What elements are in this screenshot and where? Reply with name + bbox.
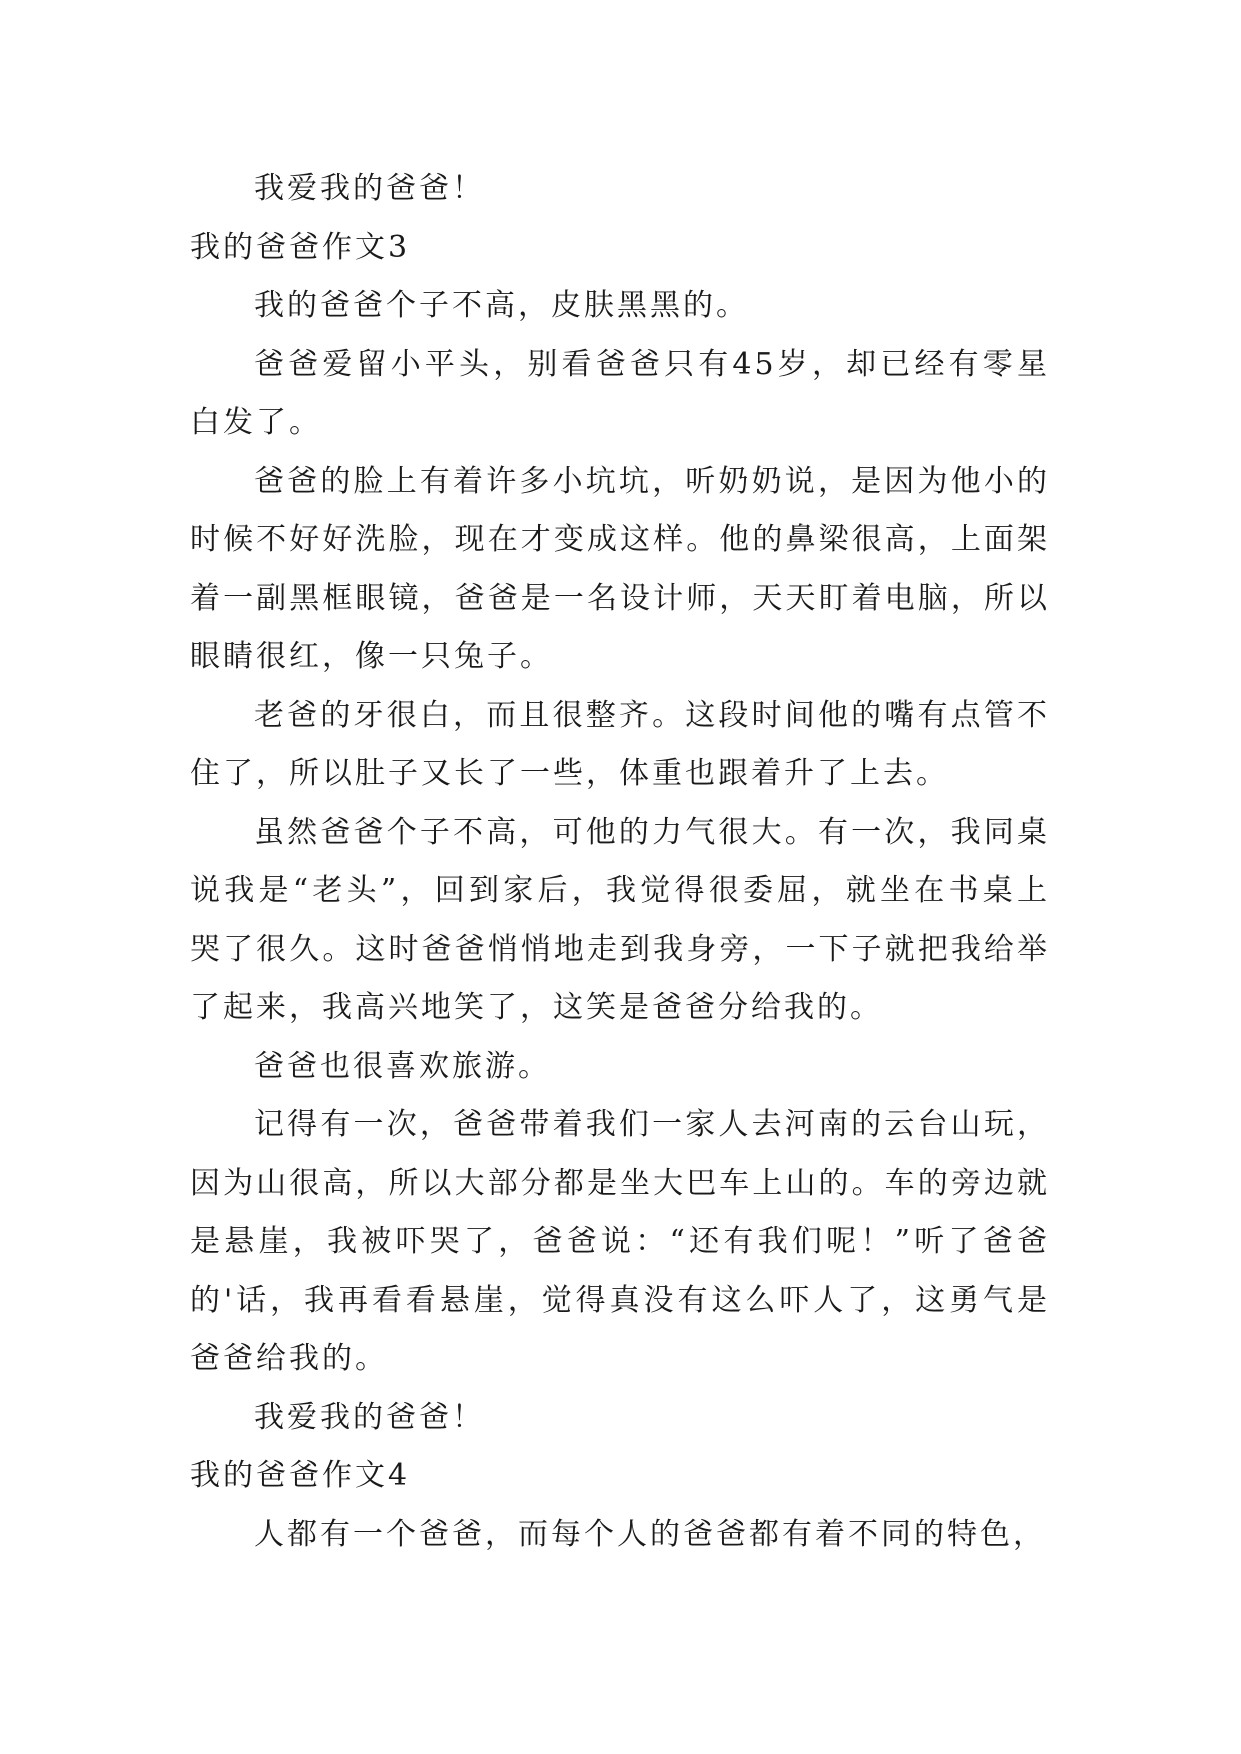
section-heading: 我的爸爸作文4: [190, 1458, 411, 1493]
paragraph: 人都有一个爸爸，而每个人的爸爸都有着不同的特色，: [254, 1516, 1046, 1552]
paragraph: 爸爸爱留小平头，别看爸爸只有45岁，却已经有零星白发了。: [190, 346, 1050, 440]
paragraph: 我爱我的爸爸！: [254, 1399, 485, 1435]
paragraph: 记得有一次，爸爸带着我们一家人去河南的云台山玩，因为山很高，所以大部分都是坐大巴车上山的。车的旁边就是悬崖，我被吓哭了，爸爸说：“还有我们呢！”听了爸爸的'话，我再看看悬崖，觉得真没有这么吓人了，这勇气是爸爸给我的。: [190, 1107, 1050, 1376]
paragraph: 我爱我的爸爸！: [254, 171, 485, 206]
paragraph: 爸爸的脸上有着许多小坑坑，听奶奶说，是因为他小的时候不好好洗脸，现在才变成这样。他的鼻梁很高，上面架着一副黑框眼镜，爸爸是一名设计师，天天盯着电脑，所以眼睛很红，像一只兔子。: [190, 463, 1050, 674]
paragraph: 虽然爸爸个子不高，可他的力气很大。有一次，我同桌说我是“老头”，回到家后，我觉得很委屈，就坐在书桌上哭了很久。这时爸爸悄悄地走到我身旁，一下子就把我给举了起来，我高兴地笑了，这笑是爸爸分给我的。: [190, 814, 1050, 1025]
document-body: [190, 160, 1050, 1564]
paragraph: 爸爸也很喜欢旅游。: [254, 1048, 551, 1084]
section-heading: 我的爸爸作文3: [190, 229, 411, 265]
paragraph: 老爸的牙很白，而且很整齐。这段时间他的嘴有点管不住了，所以肚子又长了一些，体重也跟着升了上去。: [190, 697, 1050, 791]
paragraph: 我的爸爸个子不高，皮肤黑黑的。: [254, 288, 749, 323]
